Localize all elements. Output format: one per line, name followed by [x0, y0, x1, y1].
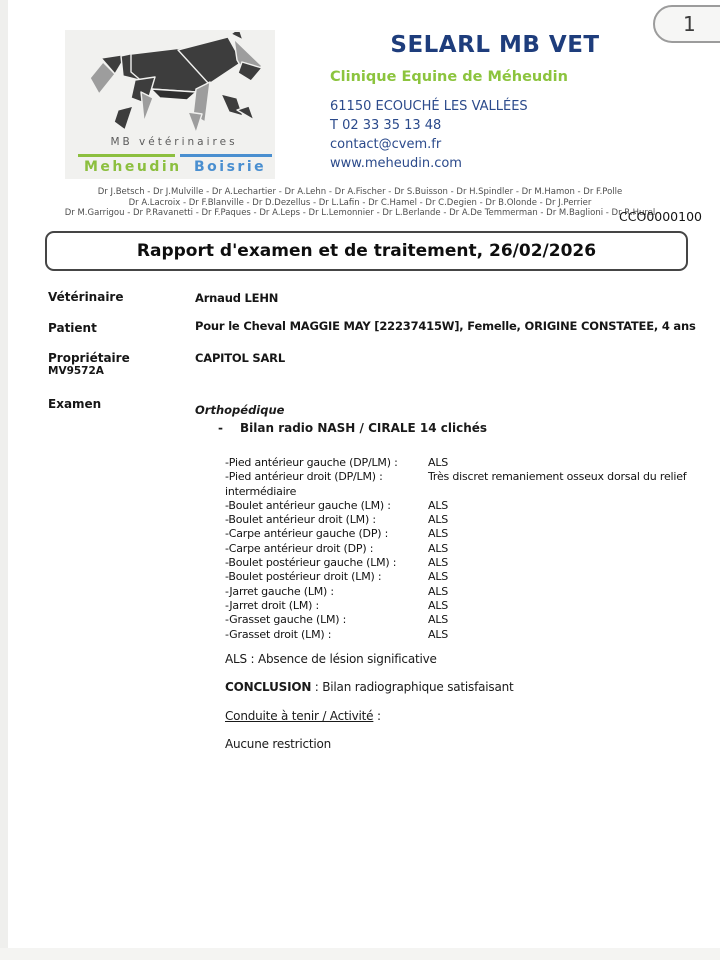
field-value-patient: Pour le Cheval MAGGIE MAY [22237415W], Femelle, ORIGINE CONSTATEE, 4 ans: [195, 319, 696, 333]
clinic-name: Clinique Equine de Méheudin: [330, 69, 568, 85]
conclusion-label: CONCLUSION: [225, 680, 312, 694]
report-title: Rapport d'examen et de traitement, 26/02/2026: [136, 241, 597, 261]
als-definition: ALS : Absence de lésion significative: [225, 652, 437, 666]
viewer-left-margin: [0, 0, 8, 948]
radiograph-site: -Boulet postérieur droit (LM) :: [225, 570, 382, 584]
doctors-line: Dr M.Garrigou - Dr P.Ravanetti - Dr F.Paques - Dr A.Leps - Dr L.Lemonnier - Dr L.Berlande - Dr A.De Temmerman - Dr M.Baglioni - Dr R.Hurel: [64, 208, 656, 218]
radiograph-row: [225, 513, 703, 527]
page-number-badge: [653, 5, 720, 43]
radiograph-site: -Grasset droit (LM) :: [225, 627, 332, 641]
radiograph-result: ALS: [428, 527, 449, 541]
radiograph-site: -Boulet antérieur droit (LM) :: [225, 513, 376, 527]
radiograph-site: -Carpe antérieur gauche (DP) :: [225, 527, 389, 541]
radiograph-result: Très discret remaniement osseux dorsal du relief: [428, 470, 687, 484]
radiograph-site: -Carpe antérieur droit (DP) :: [225, 541, 374, 555]
doctors-line: Dr J.Betsch - Dr J.Mulville - Dr A.Lechartier - Dr A.Lehn - Dr A.Fischer - Dr S.Buisson - Dr H.Spindler - Dr M.Hamon - Dr F.Polle: [97, 187, 623, 197]
radiograph-result: ALS: [428, 627, 449, 641]
radiograph-row: [225, 499, 703, 513]
radiograph-row: [225, 585, 703, 599]
radiograph-site: -Jarret gauche (LM) :: [225, 584, 334, 598]
field-label-veterinaire: Vétérinaire: [48, 290, 124, 304]
conduct-suffix: :: [373, 709, 381, 723]
radiograph-result: ALS: [428, 570, 449, 584]
field-value-veterinaire: Arnaud LEHN: [195, 291, 279, 305]
field-label-examen: Examen: [48, 397, 102, 411]
field-sublabel-owner-code: MV9572A: [48, 365, 104, 377]
viewer-bottom-margin: [0, 948, 720, 960]
clinic-email: contact@cvem.fr: [330, 137, 442, 152]
radiograph-result: ALS: [428, 456, 449, 469]
radiograph-row: [225, 470, 703, 484]
radiograph-site: -Boulet postérieur gauche (LM) :: [225, 556, 397, 570]
radiograph-results: [225, 456, 703, 642]
radiograph-result: ALS: [428, 584, 449, 598]
clinic-website: www.meheudin.com: [330, 156, 462, 171]
radiograph-result: ALS: [428, 556, 449, 570]
company-name: SELARL MB VET: [390, 32, 600, 58]
exam-procedure: Bilan radio NASH / CIRALE 14 clichés: [240, 421, 488, 435]
conduct-value: Aucune restriction: [225, 737, 332, 751]
radiograph-result: ALS: [428, 498, 449, 512]
conduct-line: [225, 709, 381, 723]
logo-green-bar: [78, 154, 175, 157]
radiograph-site: -Pied antérieur droit (DP/LM) :: [225, 470, 383, 484]
radiograph-row: [225, 556, 703, 570]
radiograph-wrap-line: intermédiaire: [225, 484, 297, 498]
conclusion-line: [225, 680, 514, 694]
radiograph-row: [225, 570, 703, 584]
exam-category: Orthopédique: [195, 403, 285, 417]
radiograph-row: [225, 613, 703, 627]
radiograph-result: ALS: [428, 598, 449, 612]
logo-blue-bar: [180, 154, 272, 157]
logo-name-boisrie: Boisrie: [194, 159, 267, 175]
logo-name-meheudin: Meheudin: [84, 159, 182, 175]
document-reference: CCO0000100: [619, 209, 702, 224]
radiograph-row: [225, 542, 703, 556]
conclusion-text: : Bilan radiographique satisfaisant: [311, 680, 514, 694]
radiograph-result: ALS: [428, 541, 449, 555]
radiograph-row: [225, 599, 703, 613]
radiograph-result: ALS: [428, 513, 449, 527]
clinic-header: [330, 32, 660, 173]
radiograph-row: [225, 628, 703, 642]
radiograph-site: -Pied antérieur gauche (DP/LM) :: [225, 456, 398, 469]
clinic-address: 61150 ECOUCHÉ LES VALLÉES: [330, 99, 528, 114]
doctors-line: Dr A.Lacroix - Dr F.Blanville - Dr D.Dezellus - Dr L.Lafin - Dr C.Hamel - Dr C.Degien - Dr B.Olonde - Dr J.Perrier: [128, 197, 592, 208]
report-title-box: [45, 231, 688, 271]
bullet-dash: -: [218, 421, 223, 435]
conduct-label: Conduite à tenir / Activité: [225, 709, 374, 723]
radiograph-site: -Jarret droit (LM) :: [225, 598, 320, 612]
clinic-logo: [65, 30, 275, 179]
field-label-patient: Patient: [48, 321, 97, 335]
page-number: 1: [683, 12, 696, 36]
field-label-proprietaire: Propriétaire: [48, 351, 130, 365]
horse-logo-icon: [65, 32, 275, 136]
clinic-phone: T 02 33 35 13 48: [330, 118, 442, 133]
field-value-proprietaire: CAPITOL SARL: [195, 351, 285, 365]
radiograph-result: ALS: [428, 613, 449, 627]
radiograph-site: -Grasset gauche (LM) :: [225, 613, 347, 627]
radiograph-site: -Boulet antérieur gauche (LM) :: [225, 498, 391, 512]
logo-caption: MB vétérinaires: [110, 136, 238, 148]
radiograph-row: [225, 456, 703, 470]
radiograph-row: [225, 527, 703, 541]
